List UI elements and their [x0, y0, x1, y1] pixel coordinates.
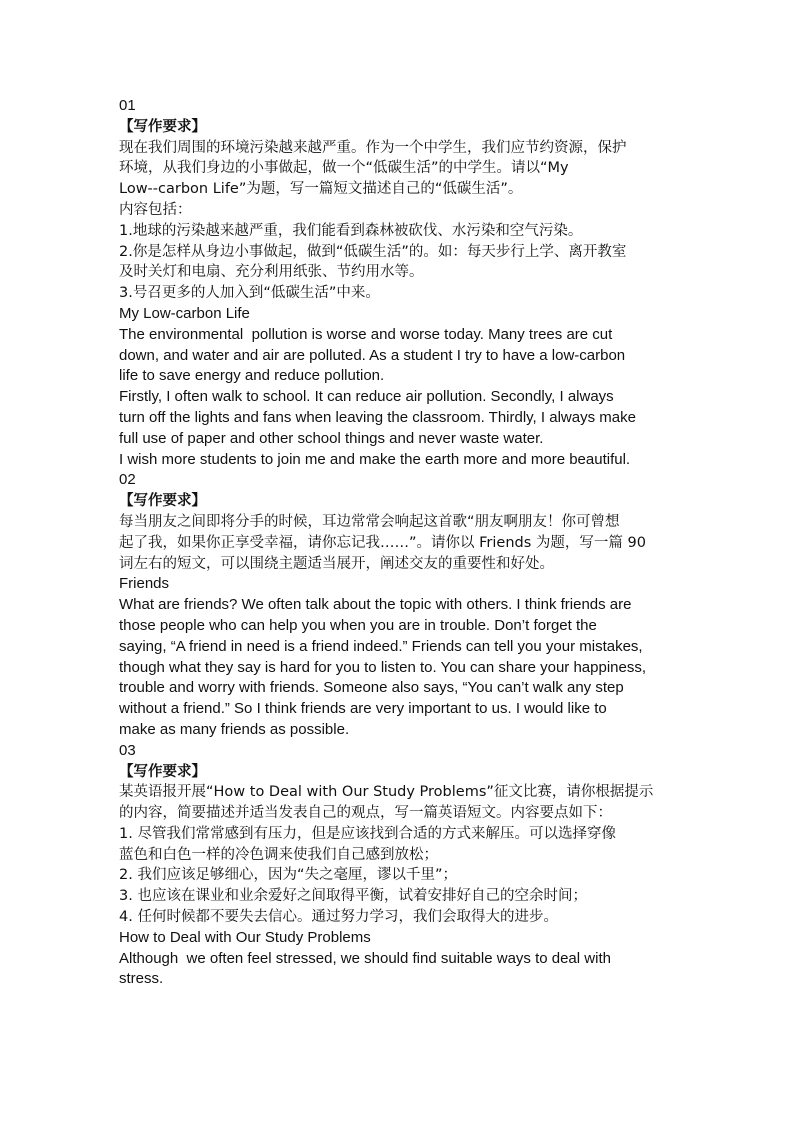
section-03	[119, 741, 679, 991]
prompt-line: 现在我们周围的环境污染越来越严重。作为一个中学生，我们应节约资源，保护	[119, 139, 627, 156]
section-number: 03	[119, 741, 136, 759]
essay-line: What are friends? We often talk about the topic with others. I think friends are	[119, 596, 632, 614]
essay-line: full use of paper and other school things and never waste water.	[119, 429, 544, 447]
section-heading: 【写作要求】	[119, 118, 206, 135]
essay-line: though what they say is hard for you to listen to. You can share your happiness,	[119, 658, 646, 676]
essay-line: make as many friends as possible.	[119, 720, 350, 738]
prompt-line: 内容包括：	[119, 201, 192, 218]
essay-line: stress.	[119, 970, 164, 988]
essay-line: life to save energy and reduce pollution.	[119, 367, 385, 385]
prompt-line: 某英语报开展“How to Deal with Our Study Problems”征文比赛，请你根据提示	[119, 784, 654, 801]
prompt-line: 1. 尽管我们常常感到有压力，但是应该找到合适的方式来解压。可以选择穿像	[119, 825, 616, 842]
prompt-line: 的内容，简要描述并适当发表自己的观点，写一篇英语短文。内容要点如下：	[119, 805, 612, 822]
section-01	[119, 96, 679, 470]
prompt-line: 每当朋友之间即将分手的时候，耳边常常会响起这首歌“朋友啊朋友！你可曾想	[119, 513, 620, 530]
section-02	[119, 470, 679, 740]
prompt-line: 起了我，如果你正享受幸福，请你忘记我……”。请你以 Friends 为题，写一篇 90	[119, 534, 646, 551]
prompt-line: 2.你是怎样从身边小事做起，做到“低碳生活”的。如：每天步行上学、离开教室	[119, 243, 627, 260]
prompt-line: 蓝色和白色一样的冷色调来使我们自己感到放松；	[119, 846, 438, 863]
essay-title: How to Deal with Our Study Problems	[119, 928, 371, 946]
essay-line: those people who can help you when you are in trouble. Don’t forget the	[119, 616, 597, 634]
prompt-line: 2. 我们应该足够细心，因为“失之毫厘，谬以千里”；	[119, 867, 457, 884]
document-page	[119, 96, 679, 990]
essay-line: without a friend.” So I think friends are very important to us. I would like to	[119, 700, 607, 718]
essay-line: I wish more students to join me and make the earth more and more beautiful.	[119, 450, 631, 468]
essay-line: trouble and worry with friends. Someone also says, “You can’t walk any step	[119, 679, 624, 697]
essay-line: Although we often feel stressed, we should find suitable ways to deal with	[119, 949, 611, 967]
section-heading: 【写作要求】	[119, 493, 206, 510]
prompt-line: 词左右的短文，可以围绕主题适当展开，阐述交友的重要性和好处。	[119, 555, 554, 572]
essay-line: The environmental pollution is worse and worse today. Many trees are cut	[119, 325, 613, 343]
essay-title: Friends	[119, 575, 170, 593]
section-number: 01	[119, 97, 136, 114]
prompt-line: 3.号召更多的人加入到“低碳生活”中来。	[119, 285, 380, 302]
essay-line: turn off the lights and fans when leaving the classroom. Thirdly, I always make	[119, 408, 636, 426]
prompt-line: 环境，从我们身边的小事做起，做一个“低碳生活”的中学生。请以“My	[119, 160, 569, 177]
section-heading: 【写作要求】	[119, 763, 206, 780]
essay-line: down, and water and air are polluted. As a student I try to have a low-carbon	[119, 346, 626, 364]
section-number: 02	[119, 471, 136, 489]
essay-title: My Low-carbon Life	[119, 304, 250, 322]
prompt-line: Low--carbon Life”为题，写一篇短文描述自己的“低碳生活”。	[119, 181, 523, 198]
essay-line: Firstly, I often walk to school. It can reduce air pollution. Secondly, I always	[119, 388, 614, 406]
prompt-line: 4. 任何时候都不要失去信心。通过努力学习，我们会取得大的进步。	[119, 909, 558, 926]
essay-line: saying, “A friend in need is a friend indeed.” Friends can tell you your mistakes,	[119, 637, 643, 655]
prompt-line: 3. 也应该在课业和业余爱好之间取得平衡，试着安排好自己的空余时间；	[119, 888, 587, 905]
prompt-line: 1.地球的污染越来越严重，我们能看到森林被砍伐、水污染和空气污染。	[119, 222, 583, 239]
prompt-line: 及时关灯和电扇、充分利用纸张、节约用水等。	[119, 264, 424, 281]
